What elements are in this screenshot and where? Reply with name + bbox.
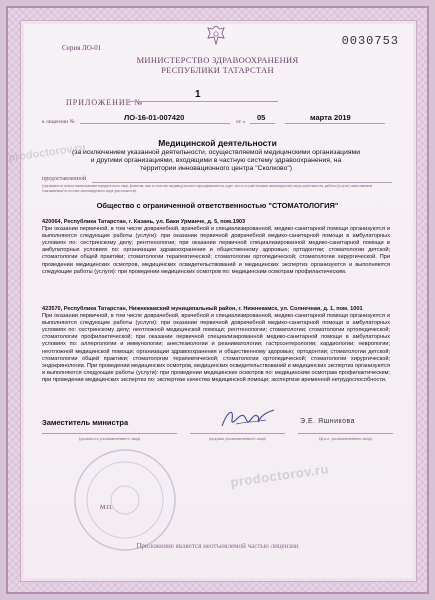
license-number-line	[80, 123, 230, 124]
series-label: Серия ЛО-01	[62, 44, 102, 52]
license-day-line	[250, 123, 275, 124]
license-label: к лицензии №	[42, 119, 75, 125]
document-number: 0030753	[341, 34, 399, 48]
caption-name: (ф.и.о. уполномоченного лица)	[319, 436, 372, 441]
organization-name: Общество с ограниченной ответственностью "СТОМАТОЛОГИЯ"	[96, 201, 339, 210]
caption-signature: (подпись уполномоченного лица)	[209, 436, 266, 441]
provided-note: (указываются полное наименование юридического лица, фамилия, имя и отчество индивидуального предпринимателя, адрес места осуществления лицензируемого вида деятельности, работы (услуги), выполняемые (оказываемые) в составе лицензируемого вида деятельности)	[42, 184, 373, 193]
activity-text-line2: и другими организациями, входящими в частную систему здравоохранения, на	[90, 157, 342, 164]
address-1: 420064, Республика Татарстан, г. Казань, ул. Баки Урманче, д. 5, пом.1903	[42, 219, 246, 225]
activity-description	[56, 149, 376, 173]
address-1-services: При оказании первичной, в том числе доврачебной, врачебной и специализированной, медико-санитарной помощи организуются и выполняются следующие работы (услуги): при оказании первичной доврачебной медико-санитарной помощи в амбулаторных условиях по: сестринскому делу; рентгенологии; при оказании первичной специализированной медико-санитарной помощи в амбулаторных условиях по: организации здравоохранения и общественному здоровью; ортодонтии; стоматологии детской; стоматологии общей практики; стоматологии терапевтической; стоматологии ортопедической; стоматологии хирургической. При проведении медицинских осмотров, медицинских освидетельствований и медицинских экспертиз организуются и выполняются следующие работы (услуги): при проведении медицинских осмотров по: медицинским осмотрам профилактическим.	[42, 226, 390, 275]
license-number: ЛО-16-01-007420	[124, 113, 185, 122]
provided-label: предоставленной	[42, 176, 87, 182]
address-2: 423570, Республика Татарстан, Нижнекамский муниципальный район, г. Нижнекамск, ул. Солнечная, д. 1, пом. 1001	[42, 306, 363, 312]
license-day: 05	[257, 113, 266, 122]
address-block-1	[42, 219, 390, 276]
seal-label: М.П.	[100, 505, 113, 511]
signer-position: Заместитель министра	[42, 418, 129, 427]
license-from-label: от «	[236, 119, 246, 125]
name-line	[298, 433, 393, 434]
appendix-label: ПРИЛОЖЕНИЕ №	[66, 98, 144, 107]
signer-name: Э.Е. Яшникова	[300, 418, 356, 425]
appendix-number: 1	[195, 89, 201, 100]
watermark: prodoctorov.ru	[229, 461, 330, 490]
provided-line	[92, 182, 392, 183]
license-month-year: марта 2019	[310, 113, 351, 122]
activity-text-line1: (за исключением указанной деятельности, осуществляемой медицинскими организациями	[71, 149, 361, 156]
position-line	[42, 433, 177, 434]
watermark-top: prodoctorov.ru	[7, 141, 87, 165]
signature-line	[190, 433, 285, 434]
activity-title: Медицинской деятельности	[158, 138, 277, 148]
ministry-title-line2: РЕСПУБЛИКИ ТАТАРСТАН	[161, 65, 274, 75]
appendix-number-line	[128, 101, 278, 102]
coat-of-arms-icon	[205, 24, 227, 46]
address-2-services: При оказании первичной, в том числе доврачебной, врачебной и специализированной, медико-санитарной помощи организуются и выполняются следующие работы (услуги): при оказании первичной доврачебной медико-санитарной помощи в амбулаторных условиях по: сестринскому делу; неотложной медицинской помощи; рентгенологии; стоматологии; стоматологии ортопедической; стоматологии профилактической; при оказании первичной специализированной медико-санитарной помощи в амбулаторных условиях по: аллергологии и иммунологии; анестезиологии и реаниматологии; гастроэнтерологии; кардиологии; неврологии; неотложной медицинской помощи; организации здравоохранения и общественному здоровью; ортодонтии; стоматологии детской; стоматологии общей практики; стоматологии терапевтической; стоматологии ортопедической; стоматологии хирургической; эндокринологии. При проведении медицинских осмотров, медицинских освидетельствований и медицинских экспертиз организуются и выполняются следующие работы (услуги): при проведении медицинских осмотров по: медицинским осмотрам профилактическим; при проведении медицинских экспертиз по: экспертизе качества медицинской помощи; экспертизе временной нетрудоспособности.	[42, 313, 390, 383]
handwritten-signature	[218, 404, 278, 432]
license-date-line	[285, 123, 385, 124]
official-seal-icon	[70, 445, 180, 555]
appendix-footer-note: Приложение является неотъемлемой частью лицензии	[136, 542, 299, 550]
caption-position: (должность уполномоченного лица)	[78, 436, 141, 441]
ministry-title-line1: МИНИСТЕРСТВО ЗДРАВООХРАНЕНИЯ	[136, 55, 299, 65]
activity-text-line3: территории инновационного центра "Сколково")	[139, 165, 293, 172]
address-block-2	[42, 306, 390, 384]
